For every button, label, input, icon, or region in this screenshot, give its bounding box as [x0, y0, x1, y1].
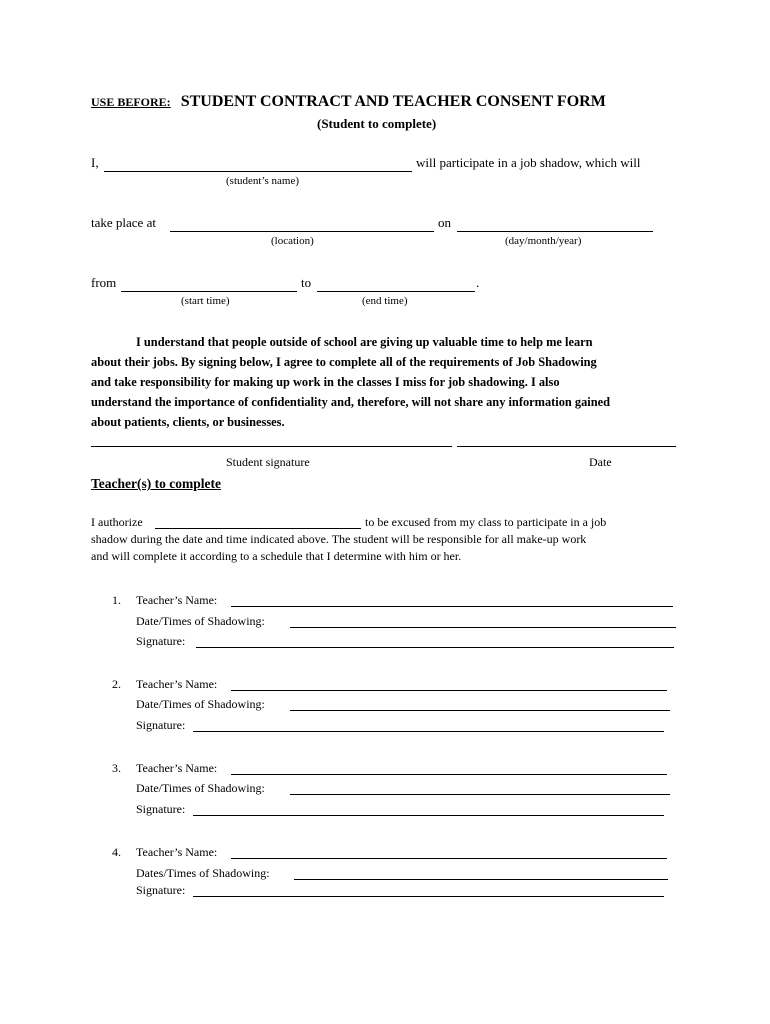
student-name-field[interactable] — [104, 157, 412, 172]
agreement-line: I understand that people outside of school are giving up valuable time to help me learn — [136, 335, 593, 349]
teacher-4-name-field[interactable] — [231, 846, 667, 859]
student-line2-on: on — [438, 215, 451, 230]
date-label: Date — [589, 455, 612, 469]
teacher-4-times-field[interactable] — [294, 867, 668, 880]
teacher-3-times-field[interactable] — [290, 782, 670, 795]
location-hint: (location) — [271, 235, 314, 247]
teacher-3-name-field[interactable] — [231, 762, 667, 775]
teacher-3-name-label: Teacher’s Name: — [136, 761, 218, 775]
form-title: STUDENT CONTRACT AND TEACHER CONSENT FORM — [180, 93, 606, 110]
teacher-3-signature-field[interactable] — [193, 803, 664, 816]
start-time-hint: (start time) — [181, 295, 230, 307]
teacher-section-heading: Teacher(s) to complete — [91, 476, 221, 491]
authorize-suffix: to be excused from my class to participate in a job — [365, 515, 607, 529]
teacher-3-signature-label: Signature: — [136, 802, 186, 816]
signature-date-field[interactable] — [457, 434, 676, 447]
authorize-line2: shadow during the date and time indicated above. The student will be responsible for all make-up work — [91, 532, 587, 546]
teacher-2-signature-label: Signature: — [136, 718, 186, 732]
student-line3-end: . — [476, 275, 480, 290]
teacher-2-times-label: Date/Times of Shadowing: — [136, 697, 265, 711]
teacher-2-name-field[interactable] — [231, 678, 667, 691]
student-signature-label: Student signature — [226, 455, 310, 469]
teacher-2-number: 2. — [112, 677, 121, 691]
teacher-1-times-field[interactable] — [290, 615, 676, 628]
location-field[interactable] — [170, 217, 434, 232]
teacher-3-number: 3. — [112, 761, 121, 775]
student-line1-suffix: will participate in a job shadow, which will — [416, 155, 641, 170]
start-time-field[interactable] — [121, 277, 297, 292]
teacher-2-times-field[interactable] — [290, 698, 670, 711]
student-line3-prefix: from — [91, 275, 117, 290]
teacher-1-signature-label: Signature: — [136, 634, 186, 648]
teacher-4-signature-label: Signature: — [136, 883, 186, 897]
student-line2-prefix: take place at — [91, 215, 156, 230]
authorized-student-field[interactable] — [155, 516, 361, 529]
student-signature-field[interactable] — [91, 434, 452, 447]
teacher-4-signature-field[interactable] — [193, 884, 664, 897]
agreement-line: about patients, clients, or businesses. — [91, 415, 285, 429]
authorize-prefix: I authorize — [91, 515, 143, 529]
authorize-line3: and will complete it according to a schedule that I determine with him or her. — [91, 549, 462, 563]
agreement-paragraph — [91, 332, 610, 432]
form-header — [91, 93, 606, 111]
agreement-line: and take responsibility for making up work in the classes I miss for job shadowing. I also — [91, 375, 560, 389]
teacher-2-name-label: Teacher’s Name: — [136, 677, 218, 691]
student-line3-to: to — [301, 275, 312, 290]
date-hint: (day/month/year) — [505, 235, 582, 247]
date-field[interactable] — [457, 217, 653, 232]
teacher-4-number: 4. — [112, 845, 121, 859]
teacher-4-name-label: Teacher’s Name: — [136, 845, 218, 859]
student-line1-prefix: I, — [91, 155, 99, 170]
agreement-line: understand the importance of confidentiality and, therefore, will not share any information gained — [91, 395, 611, 409]
form-subtitle: (Student to complete) — [317, 116, 437, 131]
teacher-1-number: 1. — [112, 593, 121, 607]
end-time-field[interactable] — [317, 277, 475, 292]
teacher-4-times-label: Dates/Times of Shadowing: — [136, 866, 270, 880]
teacher-1-name-field[interactable] — [231, 594, 673, 607]
teacher-1-times-label: Date/Times of Shadowing: — [136, 614, 265, 628]
teacher-2-signature-field[interactable] — [193, 719, 664, 732]
use-before-label: USE BEFORE: — [91, 95, 171, 109]
teacher-1-name-label: Teacher’s Name: — [136, 593, 218, 607]
teacher-3-times-label: Date/Times of Shadowing: — [136, 781, 265, 795]
agreement-line: about their jobs. By signing below, I agree to complete all of the requirements of Job Shadowing — [91, 355, 597, 369]
teacher-1-signature-field[interactable] — [196, 635, 674, 648]
end-time-hint: (end time) — [362, 295, 408, 307]
student-name-hint: (student’s name) — [226, 175, 300, 187]
